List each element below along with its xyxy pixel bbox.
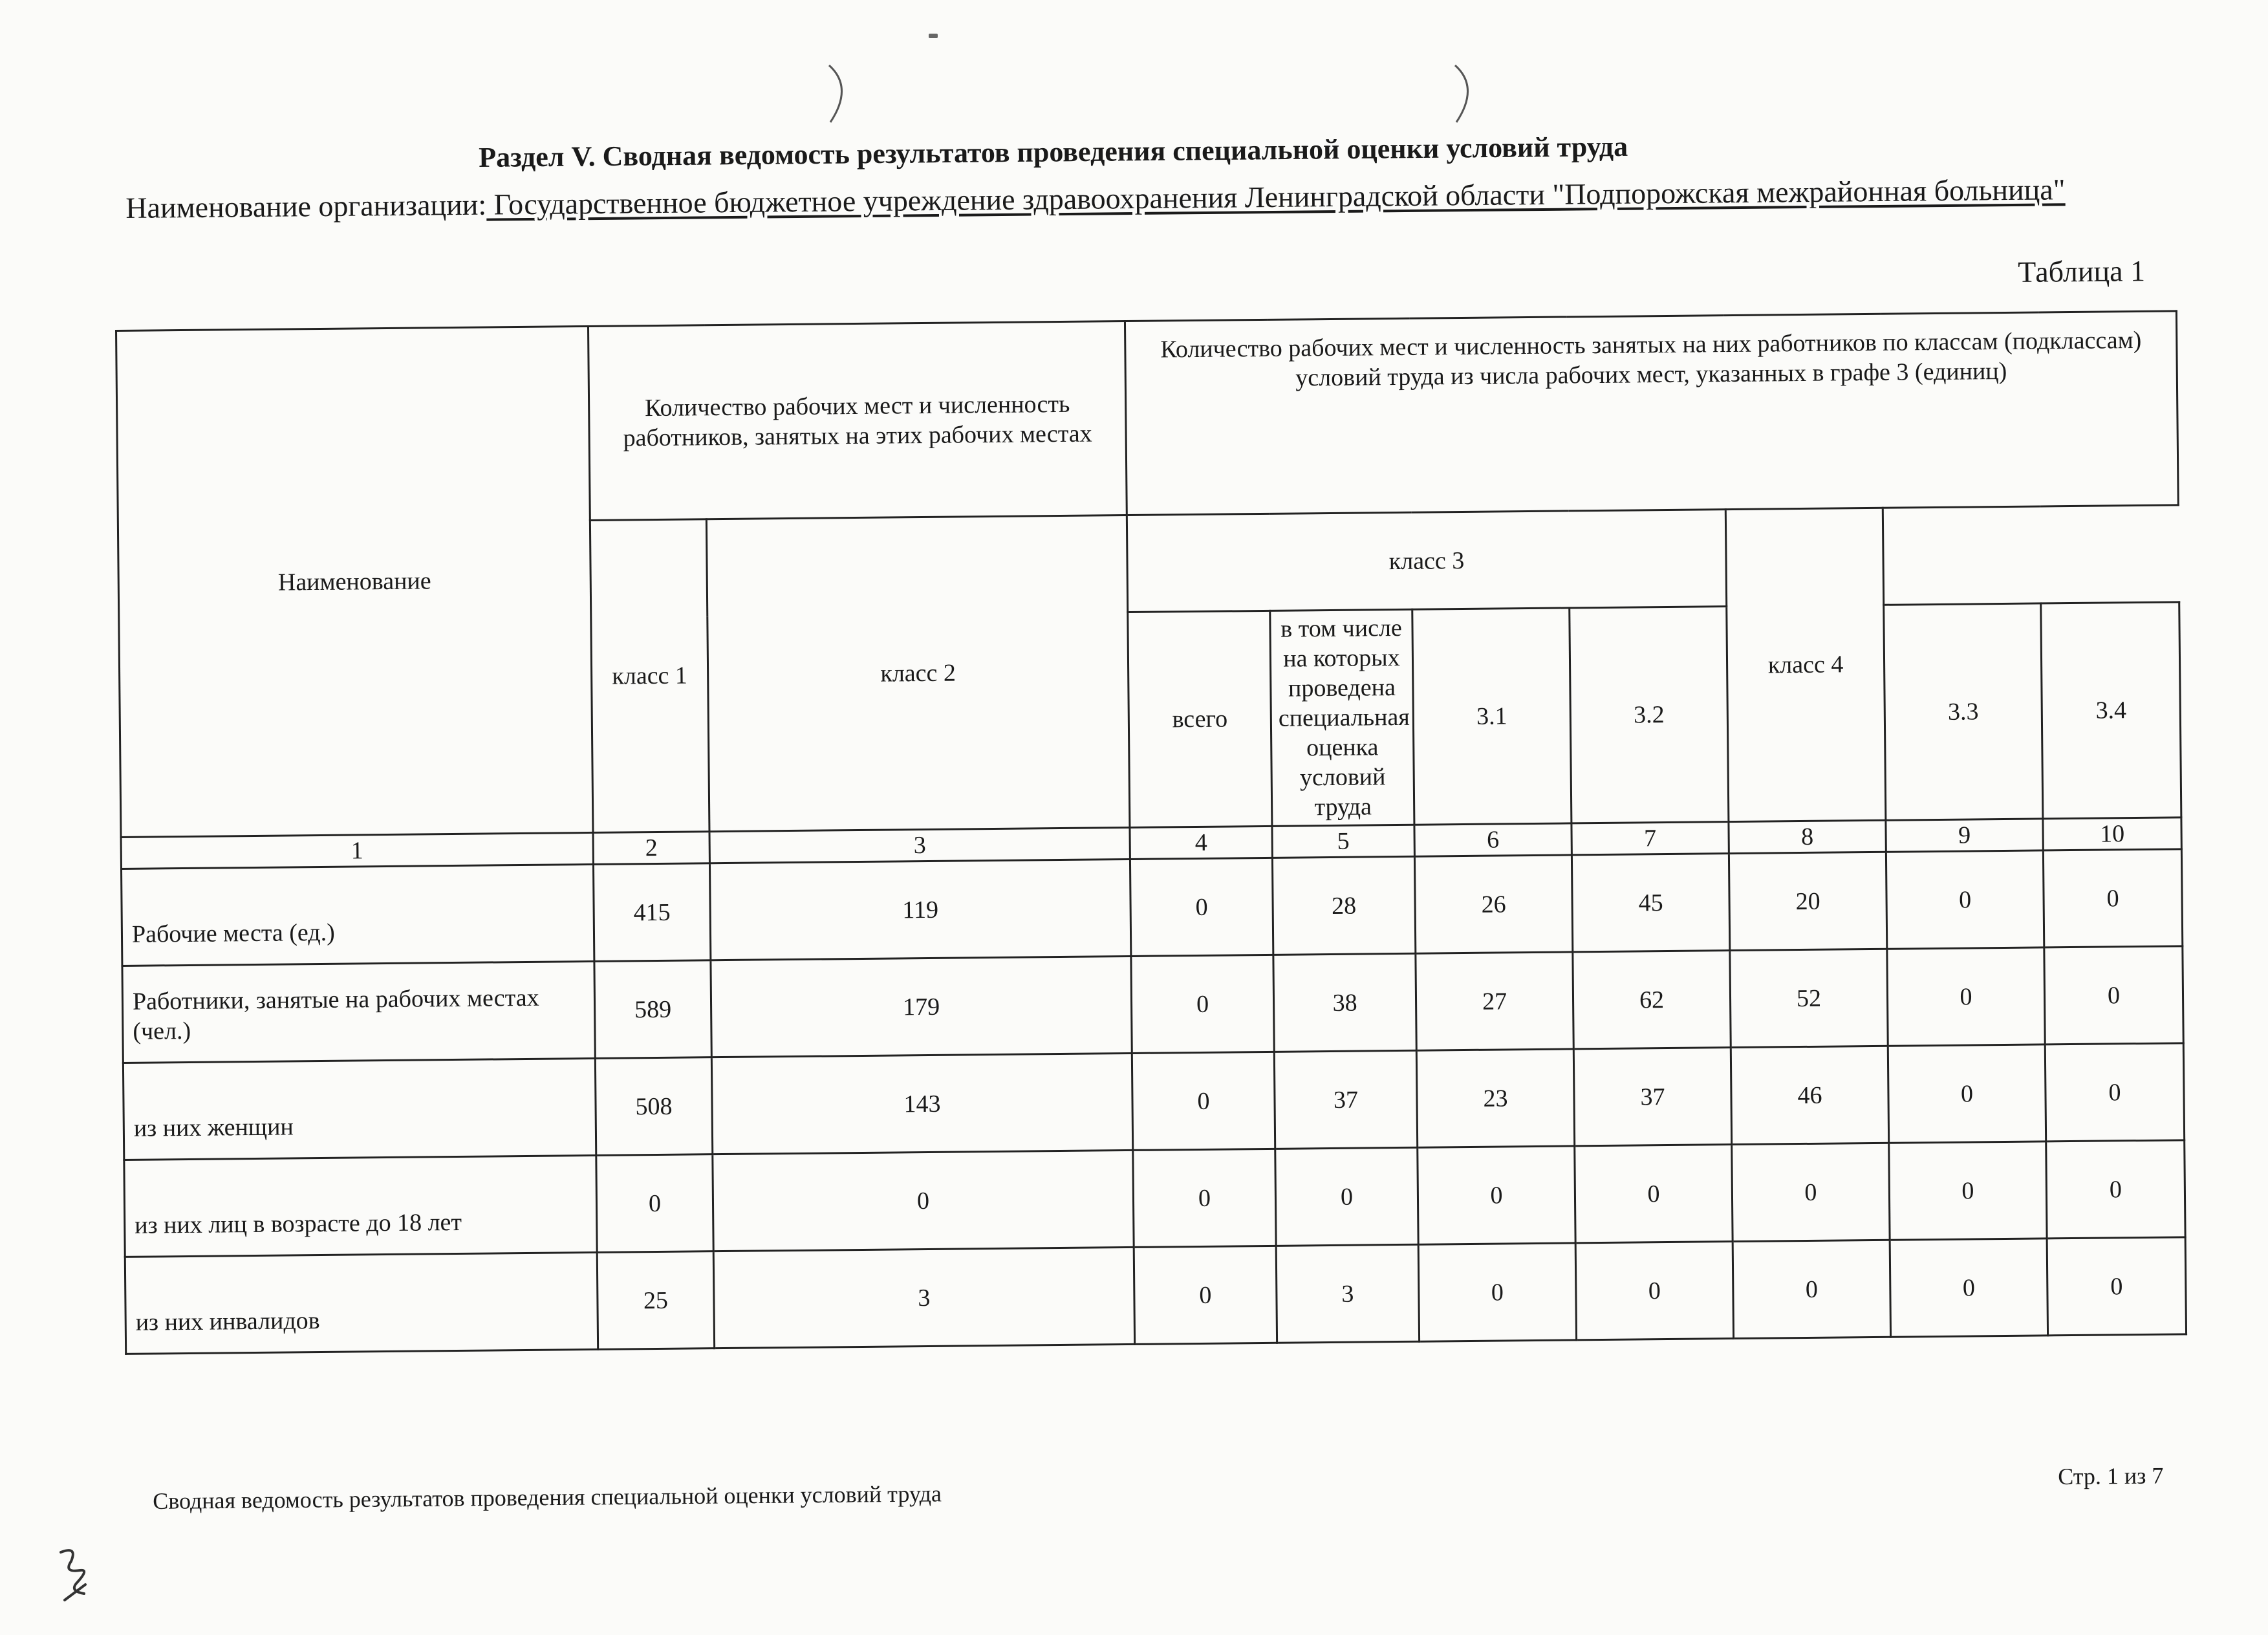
header-class1: класс 1	[590, 519, 709, 833]
header-classes-group: Количество рабочих мест и численность занятых на них работников по классам (подклассам) условий труда из числа рабочих мест, указанных в графе 3 (единиц)	[1125, 311, 2178, 515]
cell-class3-3: 0	[1733, 1240, 1890, 1338]
cell-class3-3: 0	[1732, 1143, 1890, 1241]
column-number: 8	[1729, 820, 1886, 853]
row-label: Рабочие места (ед.)	[122, 864, 594, 966]
header-name: Наименование	[116, 326, 593, 837]
cell-class4: 0	[2043, 849, 2182, 947]
cell-total: 415	[593, 863, 710, 962]
column-number: 9	[1886, 819, 2043, 852]
table-row-disabled	[125, 1237, 2186, 1354]
row-label: из них инвалидов	[125, 1252, 598, 1354]
column-number: 2	[593, 832, 709, 865]
cell-assessed: 0	[713, 1150, 1134, 1251]
cell-class3-4: 0	[1886, 850, 2044, 949]
cell-assessed: 179	[711, 956, 1132, 1057]
column-number: 3	[709, 827, 1130, 863]
cell-class3-2: 0	[1575, 1242, 1733, 1340]
cell-class2: 3	[1276, 1244, 1419, 1343]
summary-table-wrapper	[115, 310, 2187, 1355]
header-class2: класс 2	[706, 515, 1130, 831]
column-number: 6	[1414, 823, 1571, 856]
header-sub-3-3: 3.3	[1884, 603, 2043, 820]
punch-hole-right	[1442, 61, 1487, 126]
cell-class3-1: 27	[1416, 952, 1573, 1050]
cell-class3-1: 0	[1418, 1243, 1576, 1341]
handwritten-mark-icon	[52, 1539, 97, 1610]
cell-class1: 0	[1134, 1246, 1277, 1344]
column-number: 10	[2043, 817, 2181, 850]
cell-class3-3: 46	[1731, 1046, 1888, 1144]
cell-class3-3: 52	[1730, 949, 1888, 1047]
cell-class4: 0	[2045, 1043, 2184, 1142]
cell-class3-1: 0	[1418, 1146, 1575, 1244]
header-sub-3-2: 3.2	[1570, 607, 1729, 823]
cell-class3-2: 62	[1573, 951, 1731, 1049]
table-row-workplaces	[122, 849, 2183, 966]
organization-line	[125, 168, 2117, 229]
cell-class4: 0	[2046, 1140, 2185, 1239]
cell-class3-1: 23	[1416, 1049, 1574, 1147]
page-number: Стр. 1 из 7	[2058, 1462, 2164, 1489]
cell-class1: 0	[1133, 1149, 1276, 1247]
cell-class3-4: 0	[1888, 1045, 2046, 1143]
table-row-workers	[122, 946, 2183, 1063]
cell-class1: 0	[1132, 1052, 1275, 1150]
table-row-women	[123, 1043, 2184, 1160]
row-label: Работники, занятые на рабочих местах (чел.)	[122, 961, 595, 1063]
cell-class3-2: 45	[1571, 854, 1729, 952]
cell-assessed: 3	[713, 1247, 1134, 1348]
cell-total: 0	[596, 1154, 713, 1253]
table-caption: Таблица 1	[2018, 254, 2146, 288]
cell-class4: 0	[2047, 1237, 2186, 1336]
table-row-under18	[124, 1140, 2185, 1257]
organization-label: Наименование организации:	[125, 188, 487, 224]
cell-class2: 28	[1272, 856, 1415, 955]
column-number: 4	[1130, 826, 1272, 859]
cell-class3-2: 0	[1575, 1145, 1733, 1243]
footer-caption: Сводная ведомость результатов проведения специальной оценки условий труда	[153, 1480, 942, 1514]
cell-class3-4: 0	[1889, 1142, 2047, 1240]
cell-class2: 37	[1274, 1050, 1417, 1149]
organization-name: Государственное бюджетное учреждение здравоохранения Ленинградской области "Подпорожская межрайонная больница"	[486, 173, 2066, 221]
cell-class3-1: 26	[1414, 855, 1572, 953]
header-class4: класс 4	[1725, 508, 1886, 821]
header-sub-3-1: 3.1	[1412, 608, 1571, 825]
summary-table	[115, 310, 2187, 1355]
header-total: всего	[1128, 611, 1272, 827]
cell-class2: 38	[1273, 953, 1416, 1052]
cell-total: 589	[594, 960, 711, 1059]
row-label: из них лиц в возрасте до 18 лет	[124, 1155, 597, 1257]
header-count-group: Количество рабочих мест и численность работников, занятых на этих рабочих местах	[588, 321, 1127, 521]
cell-class3-2: 37	[1573, 1048, 1731, 1146]
header-sub-3-4: 3.4	[2041, 602, 2181, 819]
cell-total: 508	[595, 1057, 712, 1156]
header-class3: класс 3	[1127, 510, 1726, 612]
cell-class1: 0	[1130, 858, 1273, 956]
row-label: из них женщин	[123, 1058, 596, 1160]
cell-assessed: 119	[709, 859, 1130, 960]
cell-class4: 0	[2044, 946, 2183, 1045]
cell-class3-4: 0	[1890, 1239, 2047, 1337]
header-assessed: в том числе на которых проведена специальная оценка условий труда	[1270, 609, 1414, 826]
cell-class3-3: 20	[1729, 852, 1886, 950]
cell-class1: 0	[1131, 955, 1274, 1053]
scan-speck	[929, 34, 938, 38]
column-number: 7	[1571, 822, 1729, 855]
column-number: 1	[121, 832, 593, 869]
cell-total: 25	[597, 1251, 714, 1350]
cell-class2: 0	[1275, 1147, 1418, 1246]
punch-hole-left	[816, 61, 861, 126]
cell-class3-4: 0	[1887, 947, 2045, 1046]
column-number: 5	[1272, 825, 1414, 858]
cell-assessed: 143	[711, 1053, 1132, 1154]
header-row-1	[116, 311, 2179, 525]
section-title: Раздел V. Сводная ведомость результатов проведения специальной оценки условий труда	[479, 130, 1628, 173]
